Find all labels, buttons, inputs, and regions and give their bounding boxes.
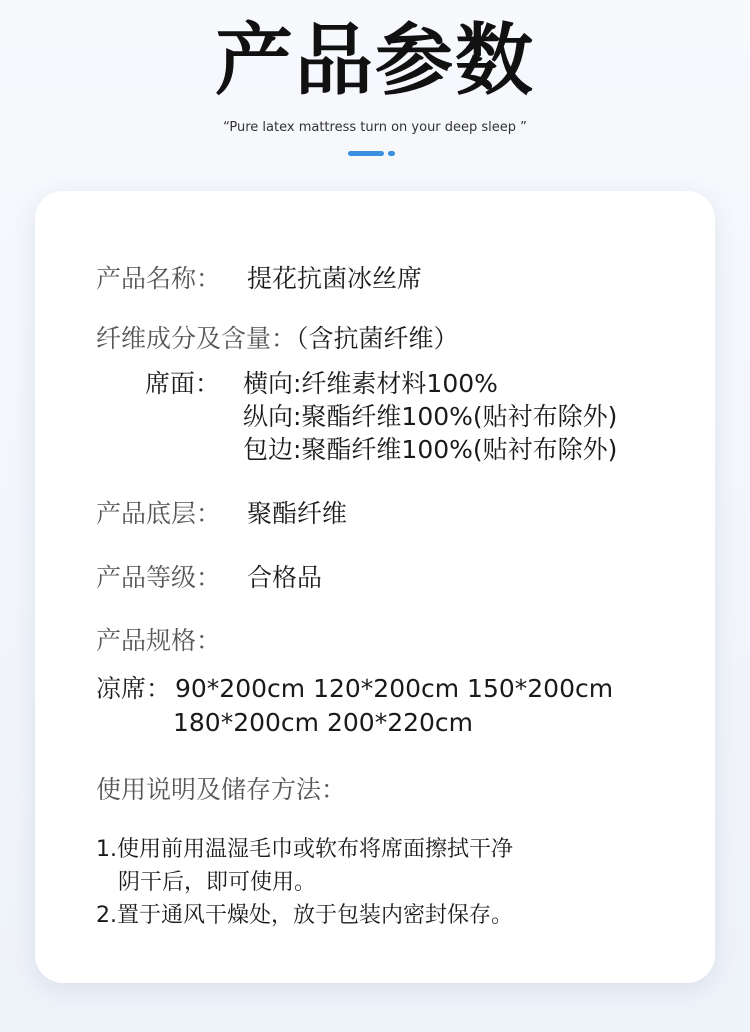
param-grade-value: 合格品 (246, 563, 322, 592)
param-name-value: 提花抗菌冰丝席 (246, 264, 422, 293)
param-bottom-row (96, 501, 347, 526)
accent-bar (348, 151, 384, 156)
param-name-label: 产品名称： (96, 264, 222, 293)
param-grade-row (96, 565, 322, 590)
param-fiber-note: （含抗菌纤维） (296, 324, 459, 353)
page-subtitle: “Pure latex mattress turn on your deep sleep ” (223, 120, 527, 135)
param-surface-line-2: 纵向:聚酯纤维100%(贴衬布除外) (243, 402, 618, 431)
usage-line-3: 2.置于通风干燥处，放于包装内密封保存。 (96, 903, 513, 928)
param-surface-label: 席面： (145, 369, 221, 398)
accent-dot (388, 151, 395, 156)
usage-line-1: 1.使用前用温湿毛巾或软布将席面擦拭干净 (96, 837, 513, 862)
param-grade-label: 产品等级： (96, 563, 222, 592)
param-surface-line-3: 包边:聚酯纤维100%(贴衬布除外) (243, 435, 618, 464)
usage-label: 使用说明及储存方法： (96, 775, 347, 804)
param-fiber-row (96, 326, 459, 351)
param-spec-line-1: 90*200cm 120*200cm 150*200cm (175, 674, 614, 703)
param-fiber-label: 纤维成分及含量： (96, 324, 297, 353)
parameter-card (35, 191, 715, 983)
param-name-row (96, 266, 422, 291)
usage-line-2: 阴干后，即可使用。 (118, 870, 317, 895)
param-bottom-label: 产品底层： (96, 499, 222, 528)
param-surface-line-1: 横向:纤维素材料100% (243, 369, 498, 398)
param-mat-label: 凉席： (96, 674, 172, 703)
page-title: 产品参数 (214, 16, 535, 106)
param-spec-label: 产品规格： (96, 626, 222, 655)
param-bottom-value: 聚酯纤维 (246, 499, 347, 528)
param-spec-line-2: 180*200cm 200*220cm (173, 708, 474, 737)
